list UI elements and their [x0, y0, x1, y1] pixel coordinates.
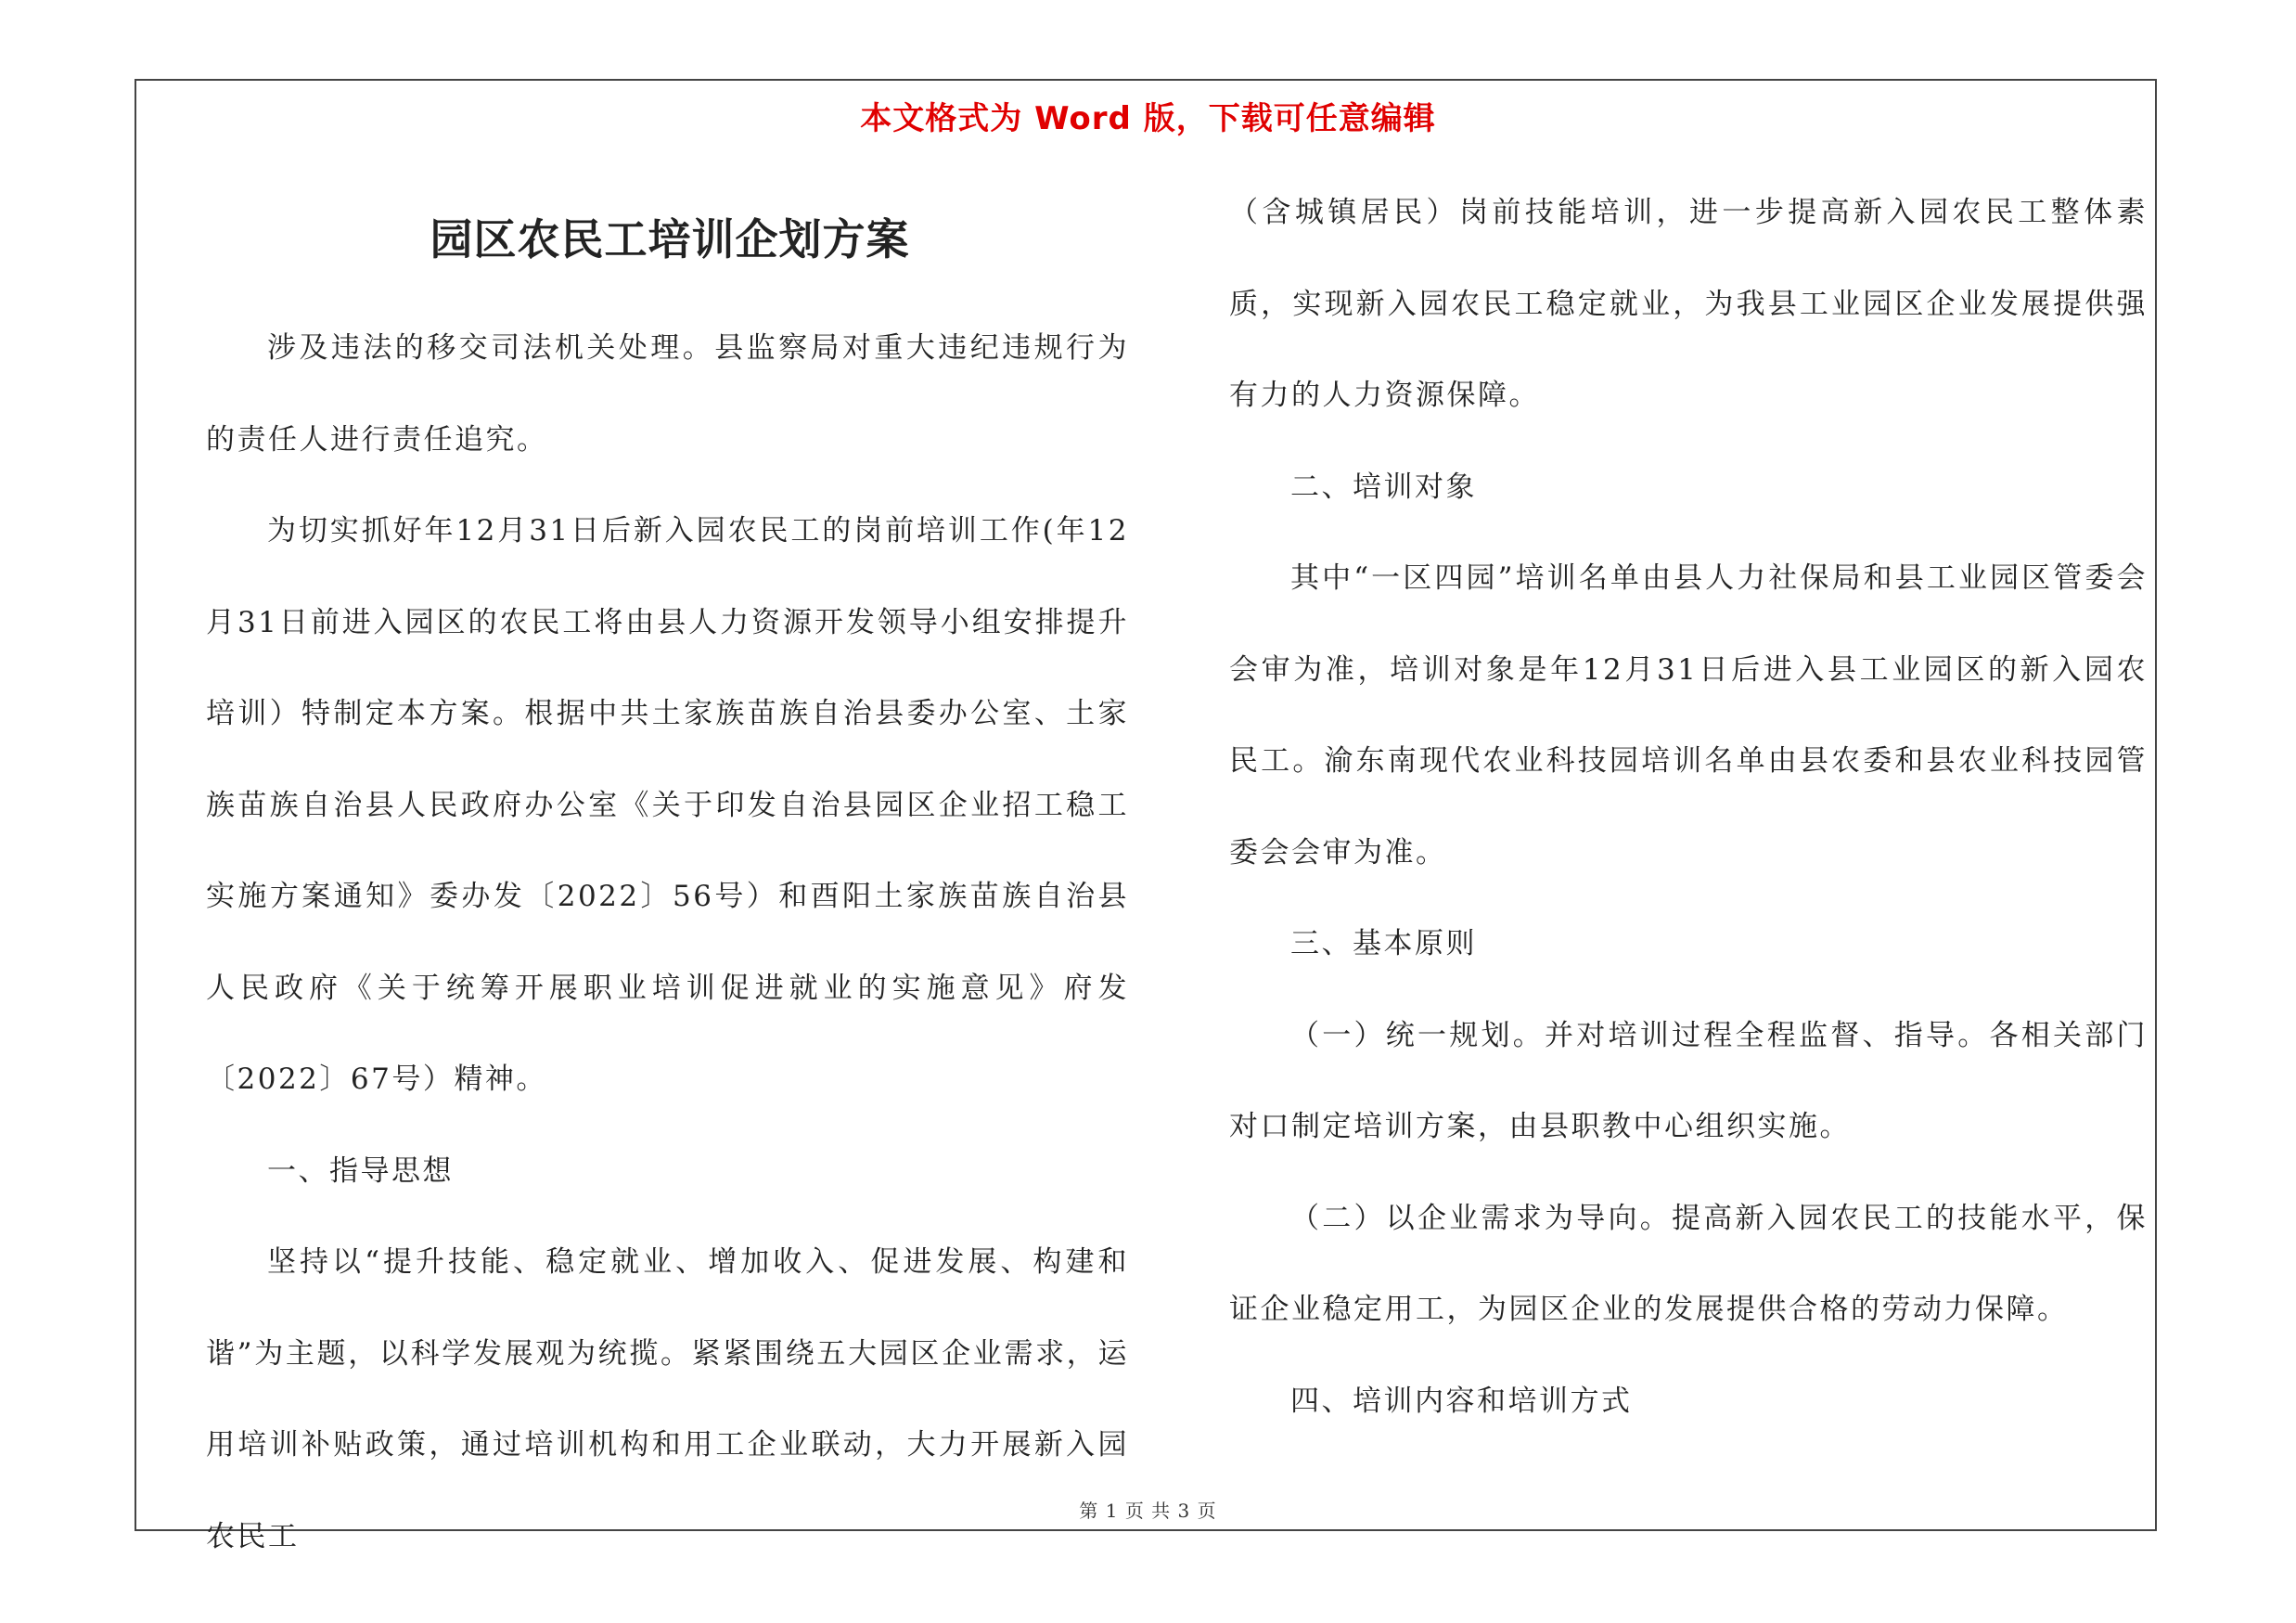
paragraph: 二、培训对象 [1290, 470, 1477, 504]
paragraph: 四、培训内容和培训方式 [1290, 1384, 1633, 1418]
paragraph: （二）以企业需求为导向。提高新入园农民工的技能水平，保证企业稳定用工，为园区企业的发展提供合格的劳动力保障。 [1229, 1201, 2148, 1326]
paragraph: （含城镇居民）岗前技能培训，进一步提高新入园农民工整体素质，实现新入园农民工稳定就业，为我县工业园区企业发展提供强有力的人力资源保障。 [1229, 196, 2148, 412]
document-title: 园区农民工培训企划方案 [430, 214, 910, 264]
left-text-column [206, 303, 1129, 1582]
right-text-column [1229, 167, 2148, 1447]
paragraph: 三、基本原则 [1290, 927, 1477, 960]
paragraph: 其中“一区四园”培训名单由县人力社保局和县工业园区管委会会审为准，培训对象是年12月31日后进入县工业园区的新入园农民工。渝东南现代农业科技园培训名单由县农委和县农业科技园管委会会审为准。 [1229, 561, 2148, 869]
paragraph: 为切实抓好年12月31日后新入园农民工的岗前培训工作(年12月31日前进入园区的农民工将由县人力资源开发领导小组安排提升培训）特制定本方案。根据中共土家族苗族自治县委办公室、土家族苗族自治县人民政府办公室《关于印发自治县园区企业招工稳工实施方案通知》委办发〔2022〕56号）和酉阳土家族苗族自治县人民政府《关于统筹开展职业培训促进就业的实施意见》府发〔2022〕67号）精神。 [206, 514, 1129, 1096]
paragraph: 一、指导思想 [267, 1153, 454, 1188]
paragraph: （一）统一规划。并对培训过程全程监督、指导。各相关部门对口制定培训方案，由县职教中心组织实施。 [1229, 1018, 2148, 1143]
paragraph: 涉及违法的移交司法机关处理。县监察局对重大违纪违规行为的责任人进行责任追究。 [206, 331, 1129, 457]
paragraph: 坚持以“提升技能、稳定就业、增加收入、促进发展、构建和谐”为主题，以科学发展观为统揽。紧紧围绕五大园区企业需求，运用培训补贴政策，通过培训机构和用工企业联动，大力开展新入园农民工 [206, 1245, 1129, 1553]
page-number-footer: 第 1 页 共 3 页 [1079, 1500, 1217, 1522]
word-format-banner: 本文格式为 Word 版，下载可任意编辑 [860, 100, 1436, 137]
